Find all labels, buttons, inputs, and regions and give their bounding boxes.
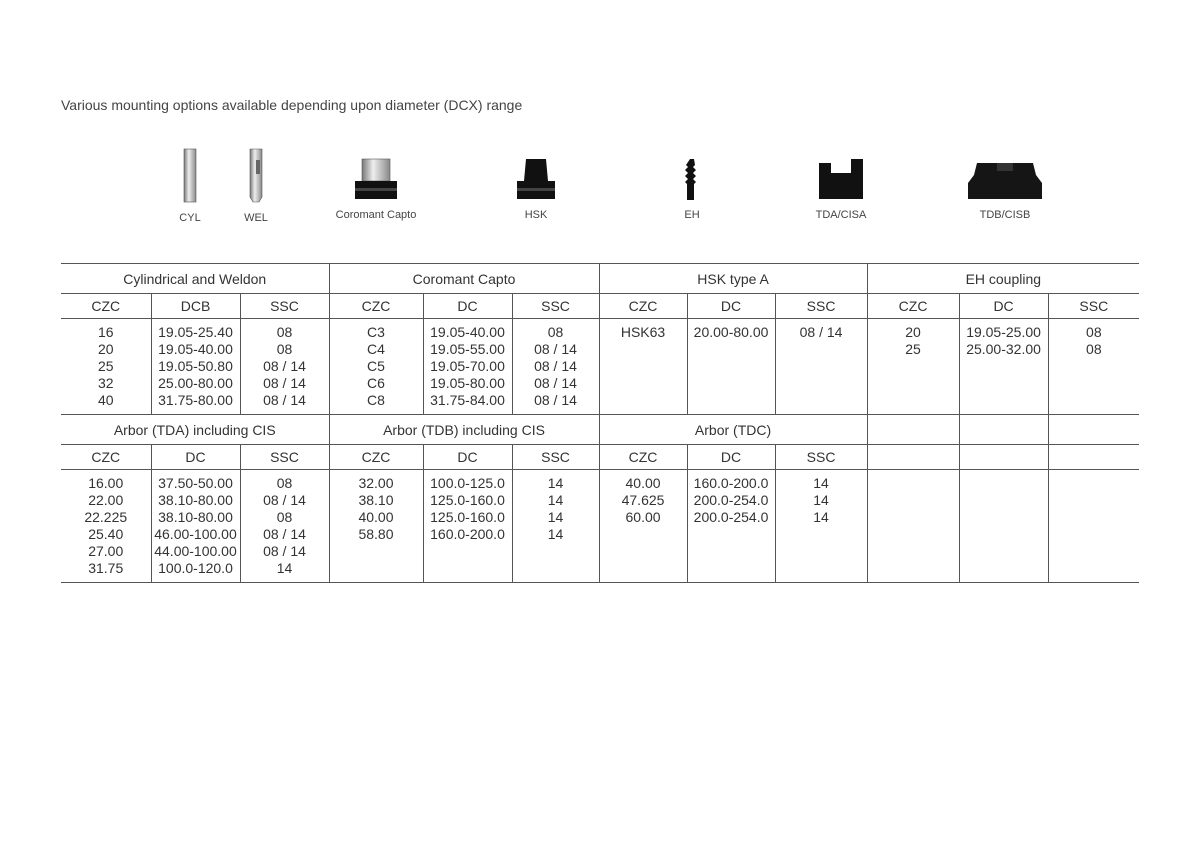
data-cell: 19.05-25.40 19.05-40.00 19.05-50.80 25.00-80.00 31.75-80.00	[151, 319, 240, 415]
mounting-eh	[672, 158, 712, 221]
column-header-row	[61, 445, 1139, 470]
column-header: SSC	[240, 294, 329, 319]
mounting-tda	[806, 158, 876, 221]
column-header: SSC	[775, 445, 867, 470]
group-header-row	[61, 415, 1139, 445]
empty-cell	[959, 415, 1048, 445]
weldon-shank-icon	[248, 148, 264, 203]
column-header: CZC	[61, 445, 151, 470]
data-cell: 160.0-200.0 200.0-254.0 200.0-254.0	[687, 470, 775, 583]
data-cell: 100.0-125.0 125.0-160.0 125.0-160.0 160.0-200.0	[423, 470, 512, 583]
mounting-label: TDB/CISB	[979, 209, 1031, 221]
mounting-hsk	[506, 158, 566, 221]
column-header: CZC	[867, 294, 959, 319]
data-cell: 08 08 08 / 14 08 / 14 08 / 14	[240, 319, 329, 415]
data-cell	[959, 470, 1048, 583]
data-cell: 32.00 38.10 40.00 58.80	[329, 470, 423, 583]
data-cell: 19.05-40.00 19.05-55.00 19.05-70.00 19.05-80.00 31.75-84.00	[423, 319, 512, 415]
data-cell: 20 25	[867, 319, 959, 415]
column-header: SSC	[240, 445, 329, 470]
column-header: CZC	[329, 294, 423, 319]
group-title: Arbor (TDC)	[599, 415, 867, 445]
eh-coupling-icon	[683, 158, 701, 200]
mounting-wel	[240, 148, 272, 224]
group-header-row	[61, 264, 1139, 294]
column-header: CZC	[599, 294, 687, 319]
data-cell	[867, 470, 959, 583]
column-header: DC	[423, 445, 512, 470]
column-header: DC	[151, 445, 240, 470]
mounting-label: TDA/CISA	[815, 209, 867, 221]
mounting-tdb	[960, 158, 1050, 221]
mounting-label: HSK	[524, 209, 548, 221]
group-title: Cylindrical and Weldon	[61, 264, 329, 294]
group-title: Arbor (TDA) including CIS	[61, 415, 329, 445]
column-header	[867, 445, 959, 470]
data-cell: C3 C4 C5 C6 C8	[329, 319, 423, 415]
group-title: EH coupling	[867, 264, 1139, 294]
column-header: CZC	[329, 445, 423, 470]
cylindrical-shank-icon	[183, 148, 197, 203]
data-cell: 14 14 14 14	[512, 470, 599, 583]
data-cell: 08 / 14	[775, 319, 867, 415]
column-header: SSC	[1048, 294, 1139, 319]
mounting-label: Coromant Capto	[335, 209, 417, 221]
data-cell: 14 14 14	[775, 470, 867, 583]
coromant-capto-icon	[354, 158, 398, 200]
data-cell: 19.05-25.00 25.00-32.00	[959, 319, 1048, 415]
column-header: SSC	[512, 445, 599, 470]
data-cell	[1048, 470, 1139, 583]
arbor-tda-icon	[818, 158, 864, 200]
column-header: CZC	[61, 294, 151, 319]
column-header: DCB	[151, 294, 240, 319]
group-title: Coromant Capto	[329, 264, 599, 294]
column-header: CZC	[599, 445, 687, 470]
empty-cell	[867, 415, 959, 445]
mounting-label: WEL	[244, 212, 268, 224]
mounting-label: EH	[684, 209, 700, 221]
mounting-label: CYL	[179, 212, 201, 224]
data-cell: 16.00 22.00 22.225 25.40 27.00 31.75	[61, 470, 151, 583]
hsk-icon	[516, 158, 556, 200]
data-cell: 20.00-80.00	[687, 319, 775, 415]
column-header: DC	[959, 294, 1048, 319]
table-row	[61, 470, 1139, 583]
column-header: DC	[423, 294, 512, 319]
data-cell: 08 08	[1048, 319, 1139, 415]
data-cell: 40.00 47.625 60.00	[599, 470, 687, 583]
mounting-cyl	[174, 148, 206, 224]
column-header	[1048, 445, 1139, 470]
group-title: Arbor (TDB) including CIS	[329, 415, 599, 445]
mounting-options	[0, 148, 1200, 238]
group-title: HSK type A	[599, 264, 867, 294]
empty-cell	[1048, 415, 1139, 445]
table-row	[61, 319, 1139, 415]
data-cell: 08 08 / 14 08 / 14 08 / 14 08 / 14	[512, 319, 599, 415]
data-cell: 08 08 / 14 08 08 / 14 08 / 14 14	[240, 470, 329, 583]
mounting-capto	[326, 158, 426, 221]
column-header: DC	[687, 445, 775, 470]
column-header-row	[61, 294, 1139, 319]
data-cell: HSK63	[599, 319, 687, 415]
column-header: SSC	[775, 294, 867, 319]
data-cell: 16 20 25 32 40	[61, 319, 151, 415]
column-header: DC	[687, 294, 775, 319]
column-header	[959, 445, 1048, 470]
arbor-tdb-icon	[967, 158, 1043, 200]
column-header: SSC	[512, 294, 599, 319]
data-cell: 37.50-50.00 38.10-80.00 38.10-80.00 46.00-100.00 44.00-100.00 100.0-120.0	[151, 470, 240, 583]
intro-text: Various mounting options available depending upon diameter (DCX) range	[61, 97, 523, 113]
mounting-spec-table	[61, 263, 1139, 583]
